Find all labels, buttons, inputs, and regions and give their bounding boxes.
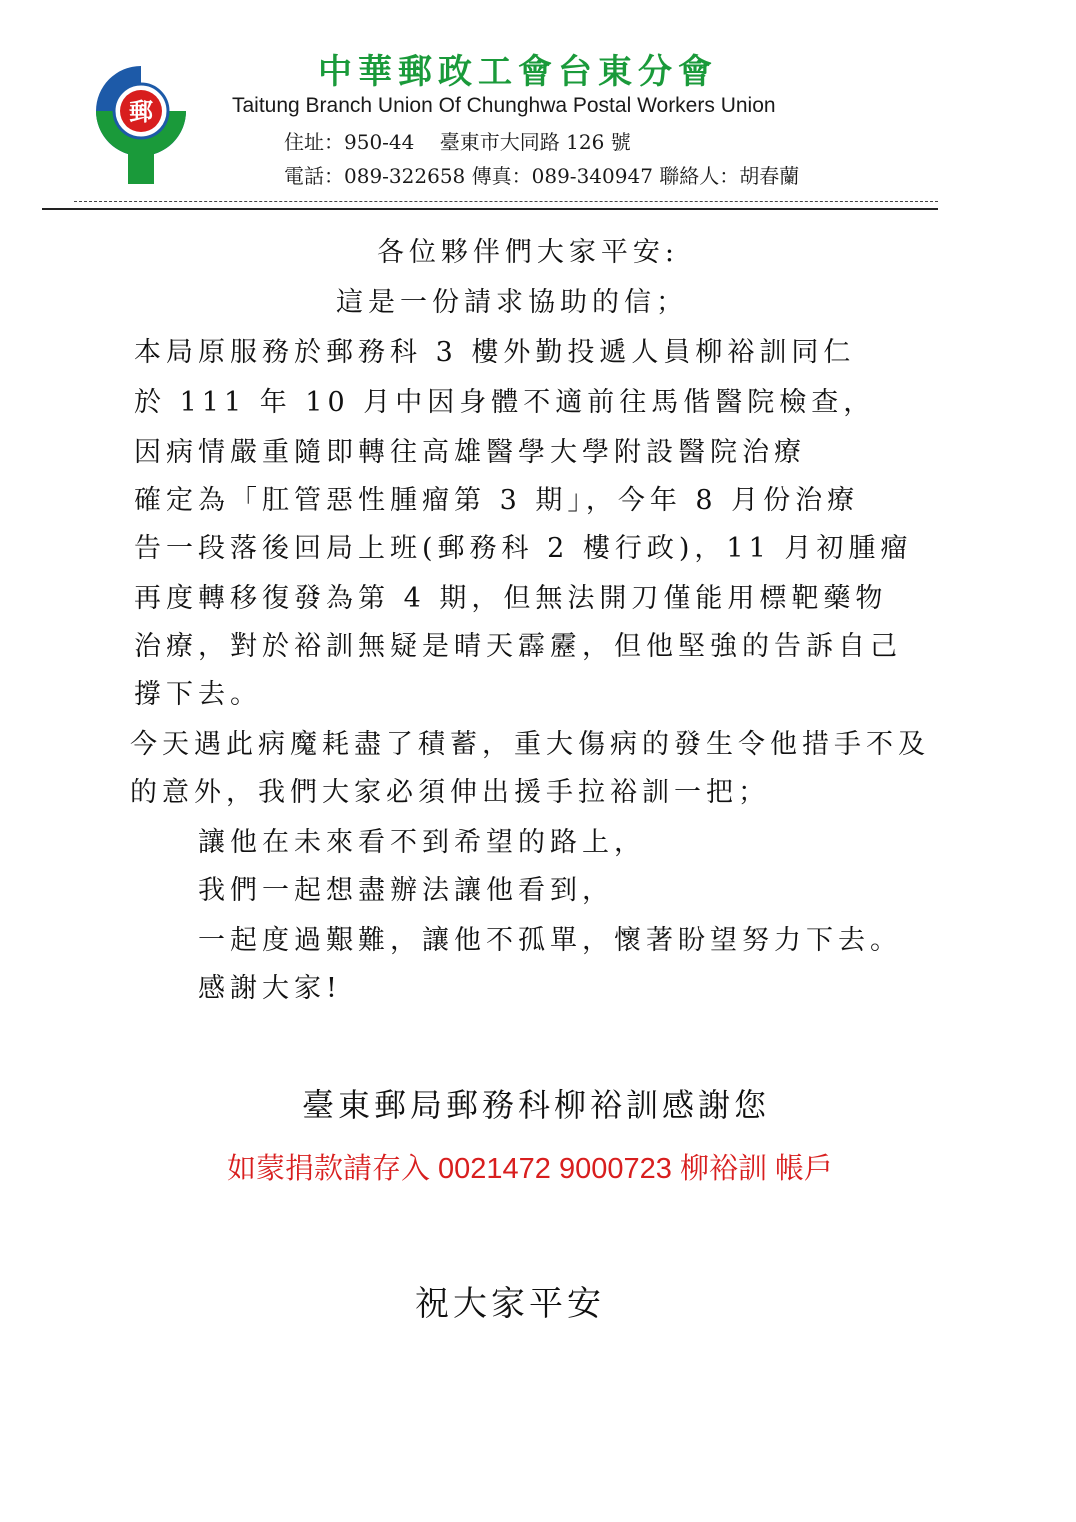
- letter-body-line: 我們一起想盡辦法讓他看到，: [198, 875, 614, 906]
- letter-body-line: 感謝大家!: [198, 973, 342, 1004]
- header-divider-dashed: [74, 201, 938, 202]
- letter-body-line: 確定為「肛管惡性腫瘤第 3 期」，今年 8 月份治療: [134, 485, 860, 516]
- letter-body-line: 本局原服務於郵務科 3 樓外勤投遞人員柳裕訓同仁: [134, 337, 856, 368]
- closing-wish: 祝大家平安: [415, 1284, 605, 1324]
- letter-greeting: 各位夥伴們大家平安:: [376, 237, 680, 268]
- svg-text:郵: 郵: [129, 98, 153, 126]
- union-logo-icon: [92, 62, 190, 186]
- letter-body-line: 今天遇此病魔耗盡了積蓄，重大傷病的發生令他措手不及: [130, 729, 930, 760]
- thanks-signature: 臺東郵局郵務科柳裕訓感謝您: [301, 1086, 770, 1124]
- letter-body-line: 因病情嚴重隨即轉往高雄醫學大學附設醫院治療: [134, 437, 806, 468]
- org-name: 中華郵政工會台東分會: [318, 52, 718, 92]
- letter-body-line: 於 111 年 10 月中因身體不適前往馬偕醫院檢查，: [134, 387, 876, 418]
- donation-account-info: 如蒙捐款請存入 0021472 9000723 柳裕訓 帳戶: [226, 1153, 834, 1185]
- letter-intro: 這是一份請求協助的信；: [336, 287, 688, 318]
- letter-body-line: 一起度過艱難，讓他不孤單，懷著盼望努力下去。: [198, 925, 902, 956]
- org-english-name: Taitung Branch Union Of Chunghwa Postal Workers Union: [232, 94, 776, 117]
- letter-body-line: 再度轉移復發為第 4 期，但無法開刀僅能用標靶藥物: [134, 583, 888, 614]
- letter-body-line: 的意外，我們大家必須伸出援手拉裕訓一把；: [130, 777, 770, 808]
- letter-body-line: 讓他在未來看不到希望的路上，: [198, 827, 646, 858]
- letter-body-line: 治療，對於裕訓無疑是晴天霹靂，但他堅強的告訴自己: [134, 631, 902, 662]
- letter-body-line: 撐下去。: [134, 679, 262, 710]
- org-address: 住址：950-44 臺東市大同路 126 號: [284, 130, 631, 154]
- header-divider-solid: [42, 208, 938, 210]
- letter-body-line: 告一段落後回局上班(郵務科 2 樓行政)，11 月初腫瘤: [134, 533, 913, 564]
- org-contact-info: 電話：089-322658 傳真：089-340947 聯絡人：胡春蘭: [284, 164, 800, 188]
